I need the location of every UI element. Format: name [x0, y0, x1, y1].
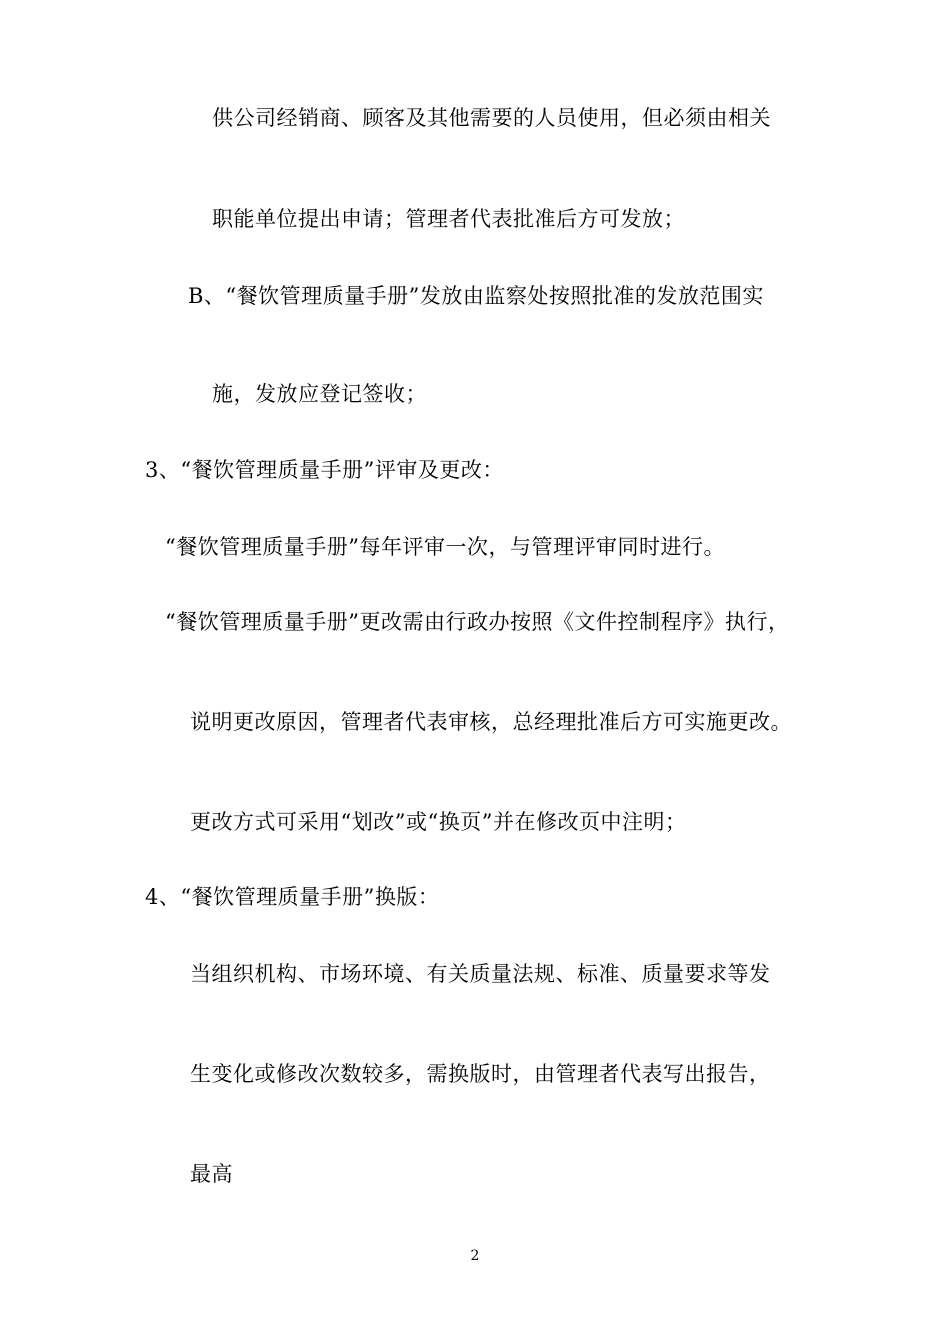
paragraph-line: 供公司经销商、顾客及其他需要的人员使用，但必须由相关	[212, 106, 771, 130]
paragraph-line: 施，发放应登记签收；	[212, 382, 427, 406]
paragraph-line: 最高	[190, 1162, 233, 1186]
page-number: 2	[470, 1248, 480, 1264]
paragraph-line: 职能单位提出申请；管理者代表批准后方可发放；	[212, 207, 685, 231]
paragraph-line: 更改方式可采用“划改”或“换页”并在修改页中注明；	[190, 810, 687, 834]
paragraph-line: 当组织机构、市场环境、有关质量法规、标准、质量要求等发	[190, 962, 771, 986]
section-heading-4: 4、“餐饮管理质量手册”换版：	[145, 885, 440, 909]
paragraph-line: 说明更改原因，管理者代表审核，总经理批准后方可实施更改。	[190, 710, 792, 734]
paragraph-line: 生变化或修改次数较多，需换版时，由管理者代表写出报告，	[190, 1062, 771, 1086]
section-heading-3: 3、“餐饮管理质量手册”评审及更改：	[145, 458, 504, 482]
paragraph-line: “餐饮管理质量手册”更改需由行政办按照《文件控制程序》执行，	[165, 610, 790, 634]
paragraph-line: “餐饮管理质量手册”每年评审一次，与管理评审同时进行。	[165, 535, 725, 559]
list-item-b: B、“餐饮管理质量手册”发放由监察处按照批准的发放范围实	[188, 284, 764, 308]
